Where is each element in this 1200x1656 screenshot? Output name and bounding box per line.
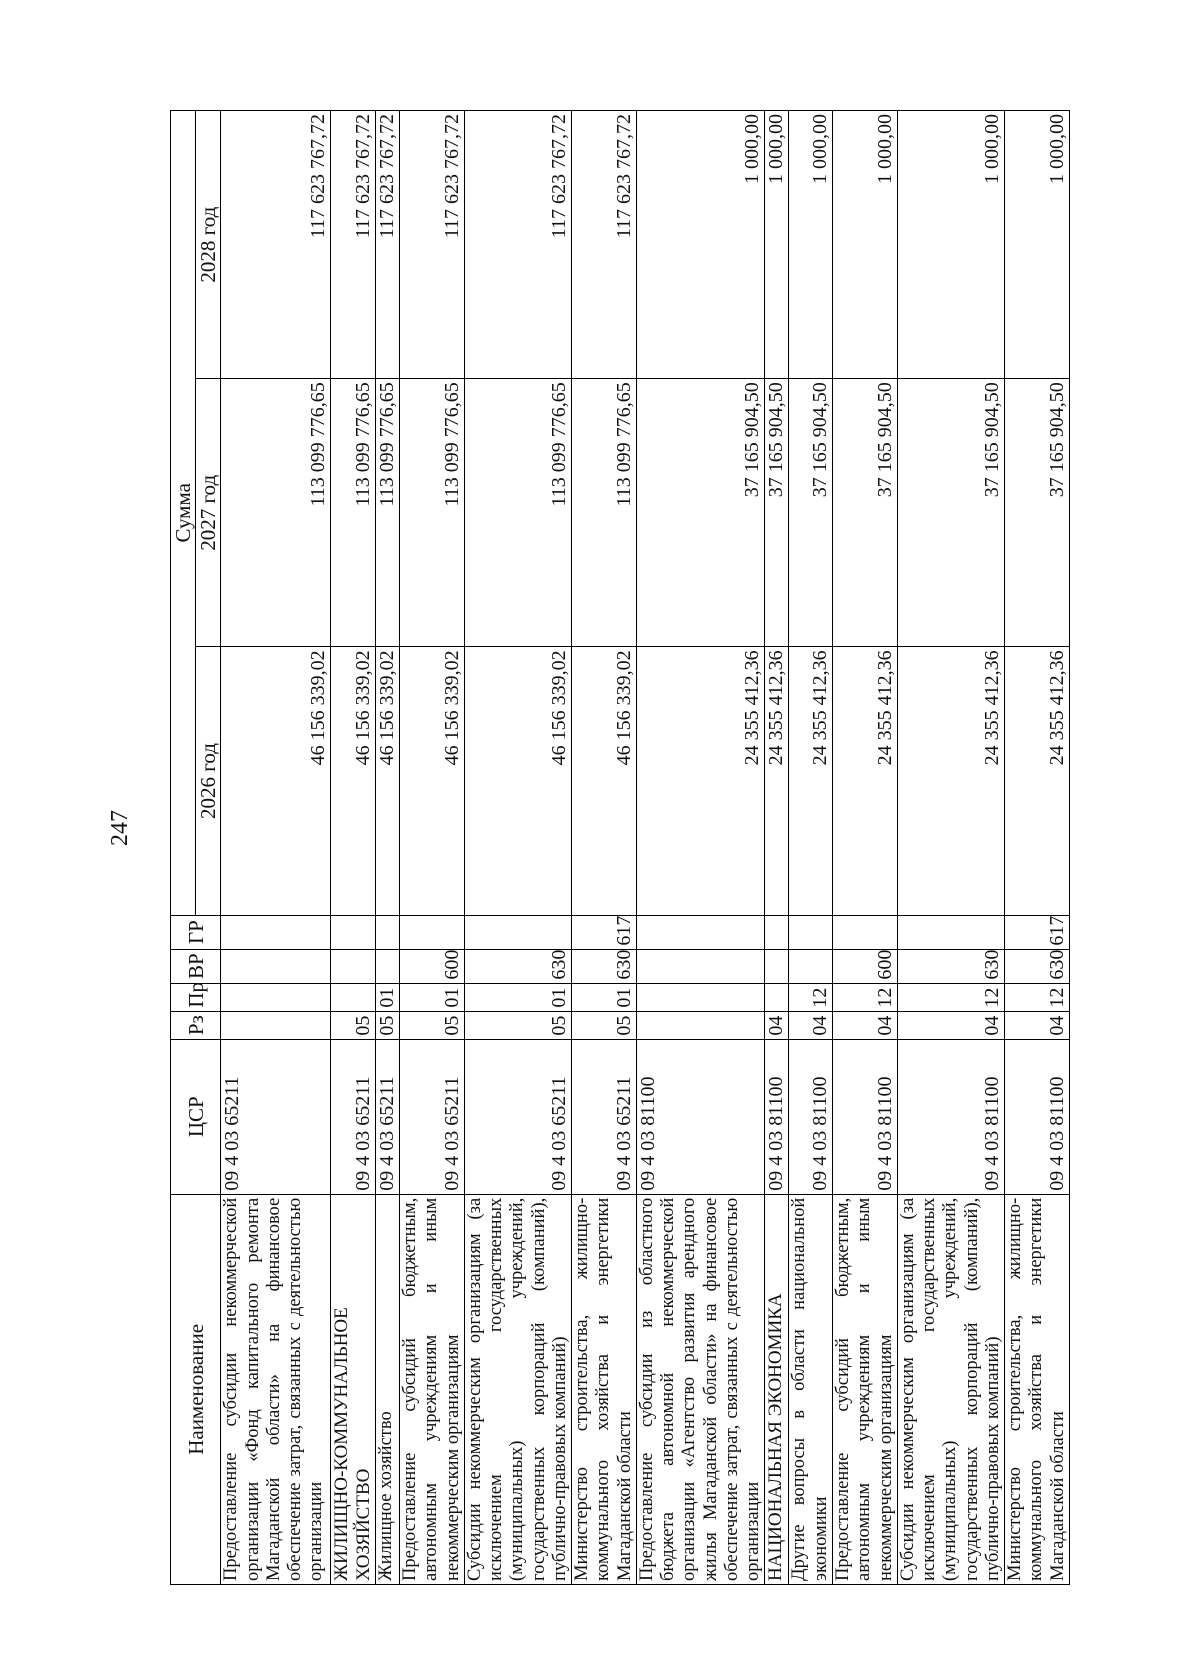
cell-name: Предоставление субсидий бюджетным, автономным учреждениям и иным некоммерческим организациям	[833, 1194, 898, 1584]
cell-csr: 09 4 03 81100	[789, 1039, 833, 1194]
header-sum: Сумма	[171, 111, 196, 916]
cell-name: Субсидии некоммерческим организациям (за исключением государственных (муниципальных) учреждений, государственных корпораций (компаний), публично-правовых компаний)	[464, 1194, 571, 1584]
cell-sum-2028: 1 000,00	[1005, 111, 1070, 379]
cell-sum-2027: 37 165 904,50	[636, 379, 765, 647]
cell-csr: 09 4 03 81100	[636, 1039, 765, 1194]
cell-vr: 630	[464, 949, 571, 983]
cell-sum-2028: 117 623 767,72	[464, 111, 571, 379]
cell-sum-2027: 113 099 776,65	[572, 379, 637, 647]
cell-name: Министерство строительства, жилищно-коммунального хозяйства и энергетики Магаданской области	[572, 1194, 637, 1584]
cell-pr: 12	[833, 983, 898, 1011]
cell-gr	[331, 915, 376, 949]
cell-pr	[636, 983, 765, 1011]
header-rz: Рз	[171, 1011, 221, 1039]
cell-vr	[331, 949, 376, 983]
cell-sum-2026: 46 156 339,02	[375, 647, 399, 915]
cell-sum-2026: 46 156 339,02	[572, 647, 637, 915]
cell-sum-2028: 1 000,00	[636, 111, 765, 379]
page-number: 247	[107, 810, 133, 846]
cell-name: Предоставление субсидий бюджетным, автономным учреждениям и иным некоммерческим организациям	[399, 1194, 464, 1584]
cell-vr	[375, 949, 399, 983]
cell-pr	[331, 983, 376, 1011]
cell-rz: 04	[789, 1011, 833, 1039]
cell-pr	[221, 983, 331, 1011]
cell-sum-2028: 1 000,00	[833, 111, 898, 379]
cell-sum-2026: 24 355 412,36	[1005, 647, 1070, 915]
cell-csr: 09 4 03 81100	[1005, 1039, 1070, 1194]
cell-sum-2026: 24 355 412,36	[833, 647, 898, 915]
cell-rz: 04	[1005, 1011, 1070, 1039]
cell-sum-2028: 1 000,00	[765, 111, 789, 379]
cell-gr	[897, 915, 1004, 949]
cell-sum-2028: 1 000,00	[897, 111, 1004, 379]
table-body	[221, 111, 1070, 1585]
cell-sum-2028: 1 000,00	[789, 111, 833, 379]
cell-gr	[789, 915, 833, 949]
cell-name: Субсидии некоммерческим организациям (за исключением государственных (муниципальных) учреждений, государственных корпораций (компаний), публично-правовых компаний)	[897, 1194, 1004, 1584]
header-pr: Пр	[171, 983, 221, 1011]
cell-sum-2027: 113 099 776,65	[399, 379, 464, 647]
cell-pr: 12	[897, 983, 1004, 1011]
table-row	[1005, 111, 1070, 1585]
cell-pr: 12	[1005, 983, 1070, 1011]
cell-sum-2027: 37 165 904,50	[765, 379, 789, 647]
cell-gr	[464, 915, 571, 949]
cell-sum-2027: 113 099 776,65	[464, 379, 571, 647]
header-2028: 2028 год	[196, 111, 221, 379]
header-2026: 2026 год	[196, 647, 221, 915]
cell-vr	[789, 949, 833, 983]
cell-sum-2026: 46 156 339,02	[399, 647, 464, 915]
cell-name: ЖИЛИЩНО-КОММУНАЛЬНОЕ ХОЗЯЙСТВО	[331, 1194, 376, 1584]
cell-gr	[221, 915, 331, 949]
cell-pr: 12	[789, 983, 833, 1011]
cell-pr: 01	[464, 983, 571, 1011]
header-name: Наименование	[171, 1194, 221, 1584]
cell-sum-2028: 117 623 767,72	[399, 111, 464, 379]
cell-gr: 617	[572, 915, 637, 949]
cell-vr	[765, 949, 789, 983]
table-row	[221, 111, 331, 1585]
cell-vr	[636, 949, 765, 983]
cell-csr: 09 4 03 65211	[572, 1039, 637, 1194]
cell-csr: 09 4 03 65211	[375, 1039, 399, 1194]
cell-gr	[765, 915, 789, 949]
cell-pr	[765, 983, 789, 1011]
cell-csr: 09 4 03 65211	[331, 1039, 376, 1194]
cell-sum-2028: 117 623 767,72	[375, 111, 399, 379]
cell-sum-2027: 37 165 904,50	[1005, 379, 1070, 647]
cell-csr: 09 4 03 65211	[221, 1039, 331, 1194]
cell-sum-2027: 37 165 904,50	[833, 379, 898, 647]
table-row	[464, 111, 571, 1585]
header-vr: ВР	[171, 949, 221, 983]
cell-vr: 600	[399, 949, 464, 983]
cell-sum-2026: 46 156 339,02	[221, 647, 331, 915]
cell-rz: 04	[897, 1011, 1004, 1039]
cell-sum-2026: 24 355 412,36	[765, 647, 789, 915]
cell-sum-2028: 117 623 767,72	[331, 111, 376, 379]
cell-sum-2026: 46 156 339,02	[464, 647, 571, 915]
cell-csr: 09 4 03 65211	[399, 1039, 464, 1194]
cell-gr	[833, 915, 898, 949]
table-row	[572, 111, 637, 1585]
cell-name: Другие вопросы в области национальной экономики	[789, 1194, 833, 1584]
cell-pr: 01	[375, 983, 399, 1011]
rotated-table-wrapper	[170, 110, 1068, 1585]
cell-rz	[636, 1011, 765, 1039]
cell-sum-2027: 113 099 776,65	[375, 379, 399, 647]
cell-pr: 01	[399, 983, 464, 1011]
table-row	[833, 111, 898, 1585]
cell-csr: 09 4 03 81100	[765, 1039, 789, 1194]
cell-rz: 04	[765, 1011, 789, 1039]
cell-rz: 05	[375, 1011, 399, 1039]
cell-sum-2027: 37 165 904,50	[897, 379, 1004, 647]
cell-rz: 05	[399, 1011, 464, 1039]
cell-vr: 630	[1005, 949, 1070, 983]
cell-vr: 630	[897, 949, 1004, 983]
cell-name: Министерство строительства, жилищно-коммунального хозяйства и энергетики Магаданской области	[1005, 1194, 1070, 1584]
table-row	[375, 111, 399, 1585]
header-csr: ЦСР	[171, 1039, 221, 1194]
cell-sum-2027: 113 099 776,65	[331, 379, 376, 647]
cell-sum-2026: 46 156 339,02	[331, 647, 376, 915]
cell-rz: 05	[572, 1011, 637, 1039]
table-row	[331, 111, 376, 1585]
budget-table	[170, 110, 1070, 1585]
cell-vr: 600	[833, 949, 898, 983]
cell-name: Жилищное хозяйство	[375, 1194, 399, 1584]
cell-sum-2028: 117 623 767,72	[572, 111, 637, 379]
cell-rz: 05	[331, 1011, 376, 1039]
table-row	[636, 111, 765, 1585]
cell-csr: 09 4 03 65211	[464, 1039, 571, 1194]
cell-gr	[399, 915, 464, 949]
cell-rz	[221, 1011, 331, 1039]
table-row	[765, 111, 789, 1585]
cell-name: Предоставление субсидии некоммерческой организации «Фонд капитального ремонта Магаданской области» на финансовое обеспечение затрат, связанных с деятельностью организации	[221, 1194, 331, 1584]
cell-name: НАЦИОНАЛЬНАЯ ЭКОНОМИКА	[765, 1194, 789, 1584]
cell-rz: 04	[833, 1011, 898, 1039]
header-gr: ГР	[171, 915, 221, 949]
cell-gr	[636, 915, 765, 949]
table-row	[399, 111, 464, 1585]
cell-csr: 09 4 03 81100	[833, 1039, 898, 1194]
cell-pr: 01	[572, 983, 637, 1011]
table-row	[789, 111, 833, 1585]
cell-vr: 630	[572, 949, 637, 983]
cell-rz: 05	[464, 1011, 571, 1039]
header-2027: 2027 год	[196, 379, 221, 647]
cell-name: Предоставление субсидии из областного бюджета автономной некоммерческой организации «Агентство развития арендного жилья Магаданской области» на финансовое обеспечение затрат, связанных с деятельностью организации	[636, 1194, 765, 1584]
cell-gr: 617	[1005, 915, 1070, 949]
cell-sum-2027: 113 099 776,65	[221, 379, 331, 647]
cell-sum-2026: 24 355 412,36	[636, 647, 765, 915]
cell-vr	[221, 949, 331, 983]
cell-sum-2027: 37 165 904,50	[789, 379, 833, 647]
cell-gr	[375, 915, 399, 949]
cell-sum-2028: 117 623 767,72	[221, 111, 331, 379]
cell-sum-2026: 24 355 412,36	[789, 647, 833, 915]
cell-sum-2026: 24 355 412,36	[897, 647, 1004, 915]
cell-csr: 09 4 03 81100	[897, 1039, 1004, 1194]
table-row	[897, 111, 1004, 1585]
